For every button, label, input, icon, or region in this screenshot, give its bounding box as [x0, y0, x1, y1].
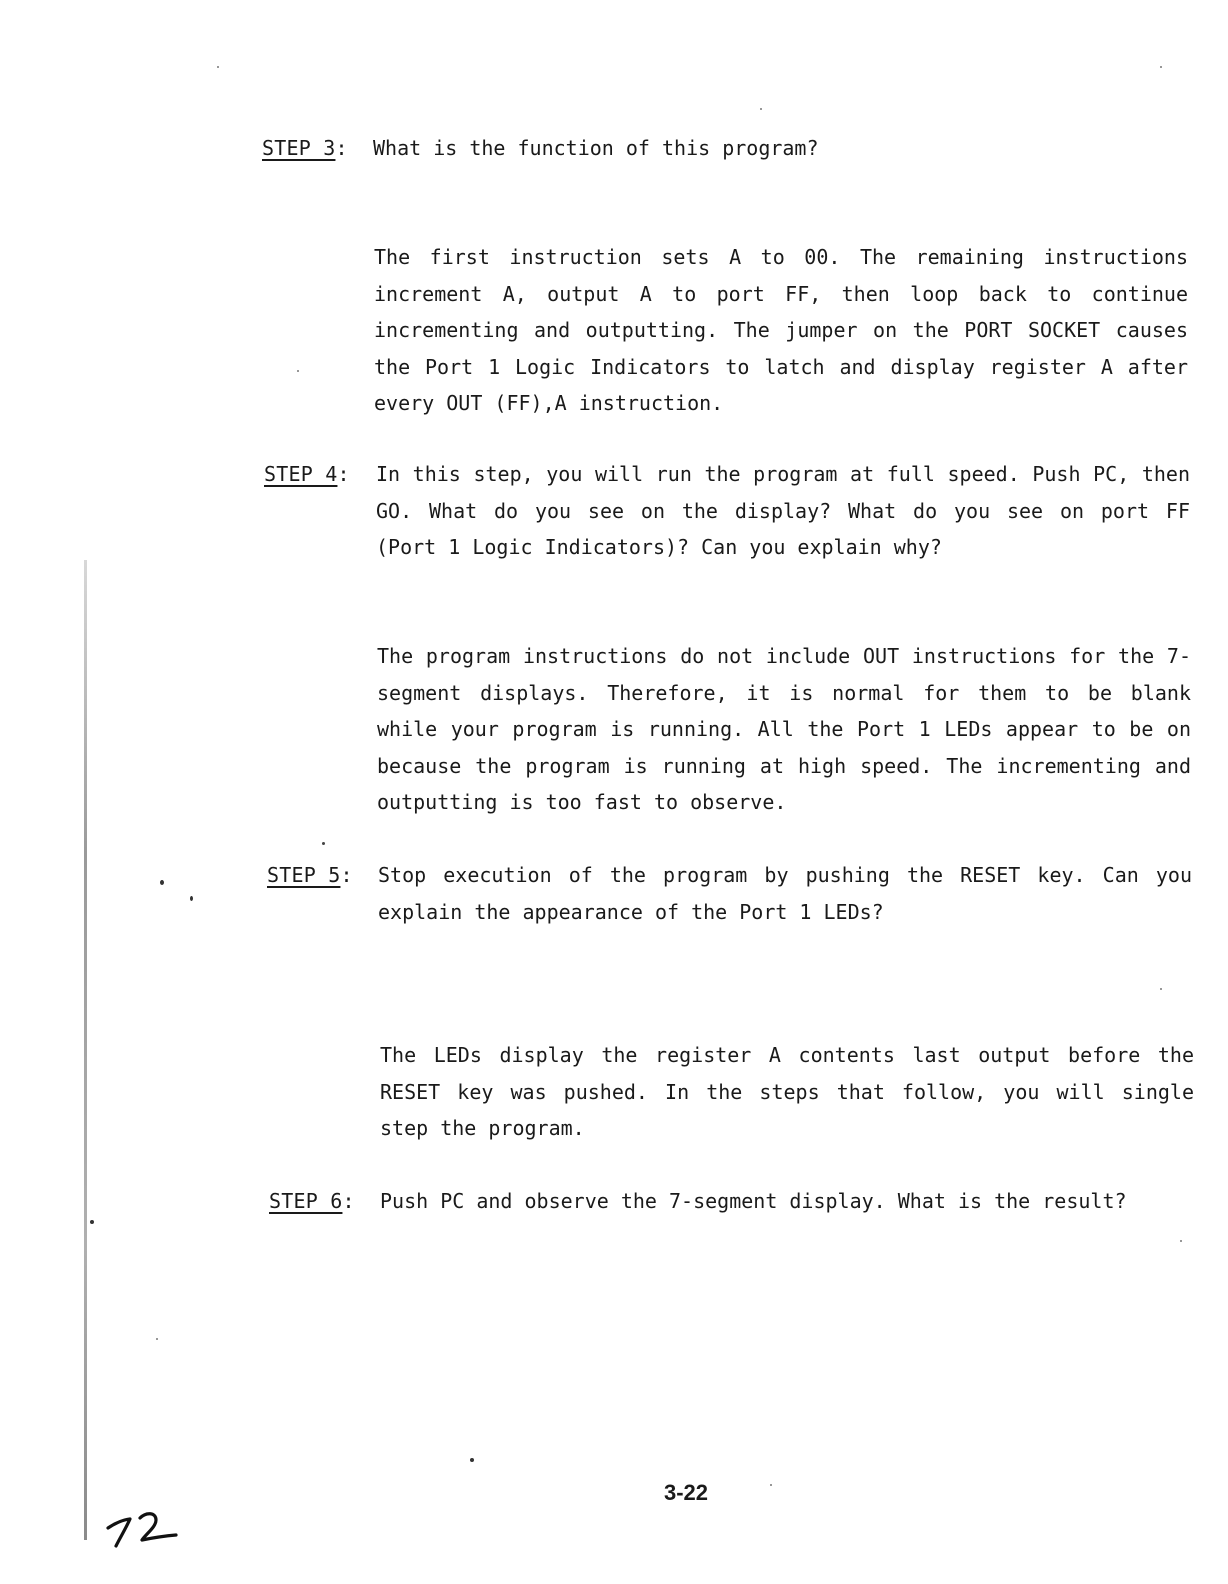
scan-speck: [160, 880, 164, 885]
page-number: 3-22: [664, 1480, 709, 1505]
handwritten-page-mark: [100, 1500, 190, 1550]
step-5-answer: The LEDs display the register A contents last output before the RESET key was pushed. In the steps that follow, you will single step the program.: [380, 1043, 1194, 1140]
step-5-question: Stop execution of the program by pushing the RESET key. Can you explain the appearance of the Port 1 LEDs?: [378, 863, 1192, 924]
step-3-label: STEP 3:: [262, 136, 348, 160]
scan-speck: [322, 842, 325, 845]
scan-speck: [770, 1484, 772, 1486]
scan-speck: [297, 370, 299, 372]
step-4-label: STEP 4:: [264, 462, 350, 486]
scan-speck: [1160, 66, 1162, 68]
scan-speck: [470, 1458, 474, 1462]
step-3-answer: The first instruction sets A to 00. The remaining instructions increment A, output A to port FF, then loop back to continue incrementing and outputting. The jumper on the PORT SOCKET causes the Port 1 Logic Indicators to latch and display register A after every OUT (FF),A instruction.: [374, 245, 1188, 415]
step-4-answer: The program instructions do not include OUT instructions for the 7-segment displays. Therefore, it is normal for them to be blank while your program is running. All the Port 1 LEDs appear to be on because the program is running at high speed. The incrementing and outputting is too fast to observe.: [377, 644, 1191, 814]
step-3-question: What is the function of this program?: [373, 136, 819, 160]
scan-speck: [156, 1338, 158, 1340]
scan-edge-shadow: [84, 560, 87, 1540]
scan-speck: [760, 108, 762, 110]
scan-speck: [1180, 1240, 1182, 1242]
scan-speck: [90, 1220, 94, 1224]
step-5-label: STEP 5:: [267, 863, 353, 887]
step-4-question: In this step, you will run the program at full speed. Push PC, then GO. What do you see on the display? What do you see on port FF (Port 1 Logic Indicators)? Can you explain why?: [376, 462, 1190, 559]
scan-speck: [217, 66, 219, 68]
scan-speck: [1160, 988, 1162, 990]
step-6-question: Push PC and observe the 7-segment display. What is the result?: [380, 1189, 1127, 1213]
step-6-label: STEP 6:: [269, 1189, 355, 1213]
scan-speck: [190, 896, 193, 901]
